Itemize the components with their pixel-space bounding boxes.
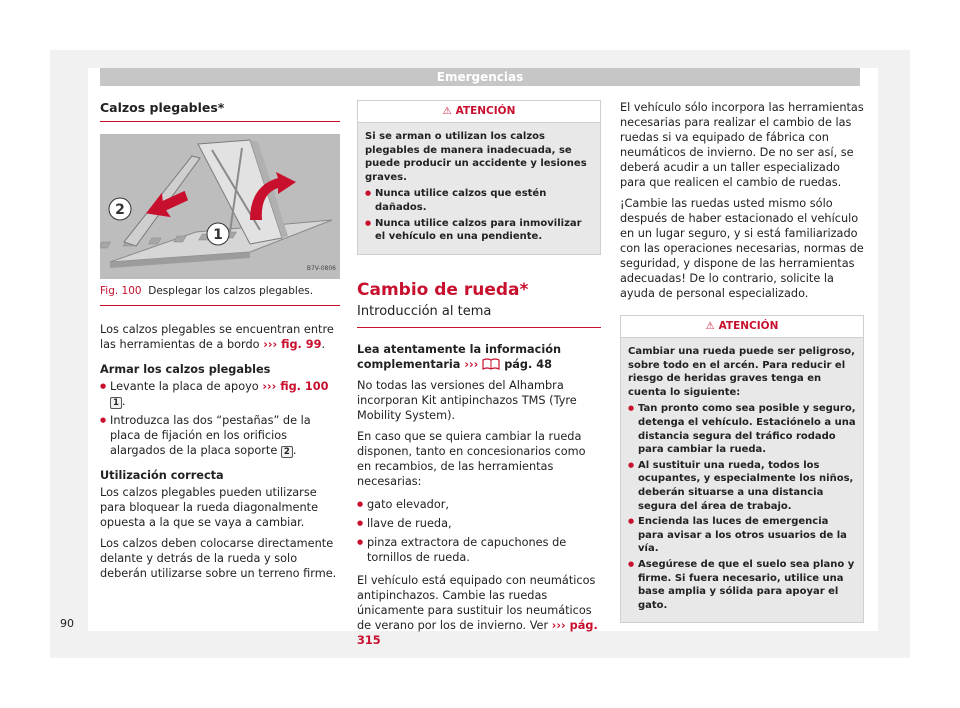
arm-heading: Armar los calzos plegables (100, 363, 271, 376)
callout-1: 1 (213, 227, 223, 243)
warning-item: ● Nunca utilice calzos que estén dañados. (365, 187, 593, 214)
intro-paragraph: Los calzos plegables se encuentran entre las herramientas de a bordo ››› fig. 99. (100, 323, 334, 351)
warning-header: ⚠ ATENCIÓN (621, 316, 863, 338)
column-1 (100, 100, 340, 587)
paragraph: Los calzos deben colocarse directamente delante y detrás de la rueda y solo deberán utilizarse sobre un terreno firme. (100, 537, 337, 580)
warning-item: ● Nunca utilice calzos para inmovilizar el vehículo en una pendiente. (365, 217, 593, 244)
column-3 (620, 100, 864, 623)
page-number: 90 (60, 617, 74, 630)
paragraph: ¡Cambie las ruedas usted mismo sólo después de haber estacionado el vehículo en un lugar seguro, y si está familiarizado con las operaciones necesarias, normas de seguridad, y dispone de las herramientas adecuadas! De lo contrario, solicite la ayuda de personal especializado. (620, 197, 864, 300)
use-heading: Utilización correcta (100, 469, 224, 482)
warning-body (358, 123, 600, 254)
warning-header: ⚠ ATENCIÓN (358, 101, 600, 123)
figure-wheel-chocks (100, 134, 340, 279)
warning-box (620, 315, 864, 623)
figure-caption (100, 279, 340, 306)
paragraph: El vehículo está equipado con neumáticos antipinchazos. Cambie las ruedas únicamente para sustituir los neumáticos de verano por los de invierno. Ver ››› pág. 315 (357, 573, 598, 647)
paragraph: El vehículo sólo incorpora las herramientas necesarias para realizar el cambio de las ruedas si va equipado de fábrica con neumáticos de invierno. De no ser así, se deberá acudir a un taller especializado para que realicen el cambio de ruedas. (620, 101, 864, 189)
figure-code: B7V-0806 (306, 265, 336, 272)
paragraph: No todas las versiones del Alhambra incorporan Kit antipinchazos TMS (Tyre Mobility System). (357, 378, 577, 422)
page-reference-link[interactable]: ››› pág. 315 (357, 618, 598, 647)
callout-number: 1 (110, 397, 122, 409)
list-item: ● Introduzca las dos “pestañas” de la placa de fijación en los orificios alargados de la placa soporte 2 . (100, 413, 340, 458)
book-icon (482, 358, 500, 370)
callout-2: 2 (115, 202, 125, 218)
warning-item: ● Al sustituir una rueda, todos los ocupantes, y especialmente los niños, deberán situarse a una distancia segura del área de trabajo. (628, 459, 856, 513)
warning-item: ● Encienda las luces de emergencia para avisar a los otros usuarios de la vía. (628, 515, 856, 556)
figure-reference-link[interactable]: ››› fig. 99 (263, 338, 322, 351)
list-item: ● gato elevador, (357, 497, 601, 512)
warning-item: ● Asegúrese de que el suelo sea plano y firme. Si fuera necesario, utilice una base amplia y sólida para apoyar el gato. (628, 558, 856, 612)
page-reference: pág. 48 (504, 357, 552, 371)
page-reference-link[interactable]: ››› (464, 357, 479, 371)
warning-triangle-icon: ⚠ (442, 106, 452, 117)
chapter-title: Cambio de rueda* (357, 279, 529, 300)
warning-intro: Si se arman o utilizan los calzos plegables de manera inadecuada, se puede producir un accidente y lesiones graves. (365, 131, 587, 183)
section-subtitle: Introducción al tema (357, 304, 601, 328)
caption-text: Desplegar los calzos plegables. (148, 285, 314, 297)
section-title: Calzos plegables* (100, 100, 340, 122)
read-info-line: Lea atentamente la información complementaria ››› pág. 48 (357, 342, 561, 371)
list-item: ● llave de rueda, (357, 516, 601, 531)
figure-reference-link[interactable]: ››› fig. 100 (262, 380, 329, 393)
chapter-header: Emergencias (100, 68, 860, 86)
callout-number: 2 (281, 446, 293, 458)
warning-triangle-icon: ⚠ (705, 321, 715, 332)
column-2 (357, 100, 601, 654)
warning-intro: Cambiar una rueda puede ser peligroso, sobre todo en el arcén. Para reducir el riesgo de heridas graves tenga en cuenta lo siguiente: (628, 346, 855, 398)
paragraph: Los calzos plegables pueden utilizarse para bloquear la rueda diagonalmente opuesta a la que se vaya a cambiar. (100, 486, 319, 529)
paragraph: En caso que se quiera cambiar la rueda disponen, tanto en concesionarios como en recambios, de las herramientas necesarias: (357, 429, 586, 488)
wheel-chock-illustration (100, 134, 340, 279)
figure-label: Fig. 100 (100, 285, 142, 297)
warning-box (357, 100, 601, 255)
warning-item: ● Tan pronto como sea posible y seguro, detenga el vehículo. Estaciónelo a una distancia segura del tráfico rodado para cambiar la rueda. (628, 402, 856, 456)
list-item: ● pinza extractora de capuchones de tornillos de rueda. (357, 535, 601, 565)
warning-body (621, 338, 863, 622)
list-item: ● Levante la placa de apoyo ››› fig. 100 1 . (100, 379, 340, 409)
